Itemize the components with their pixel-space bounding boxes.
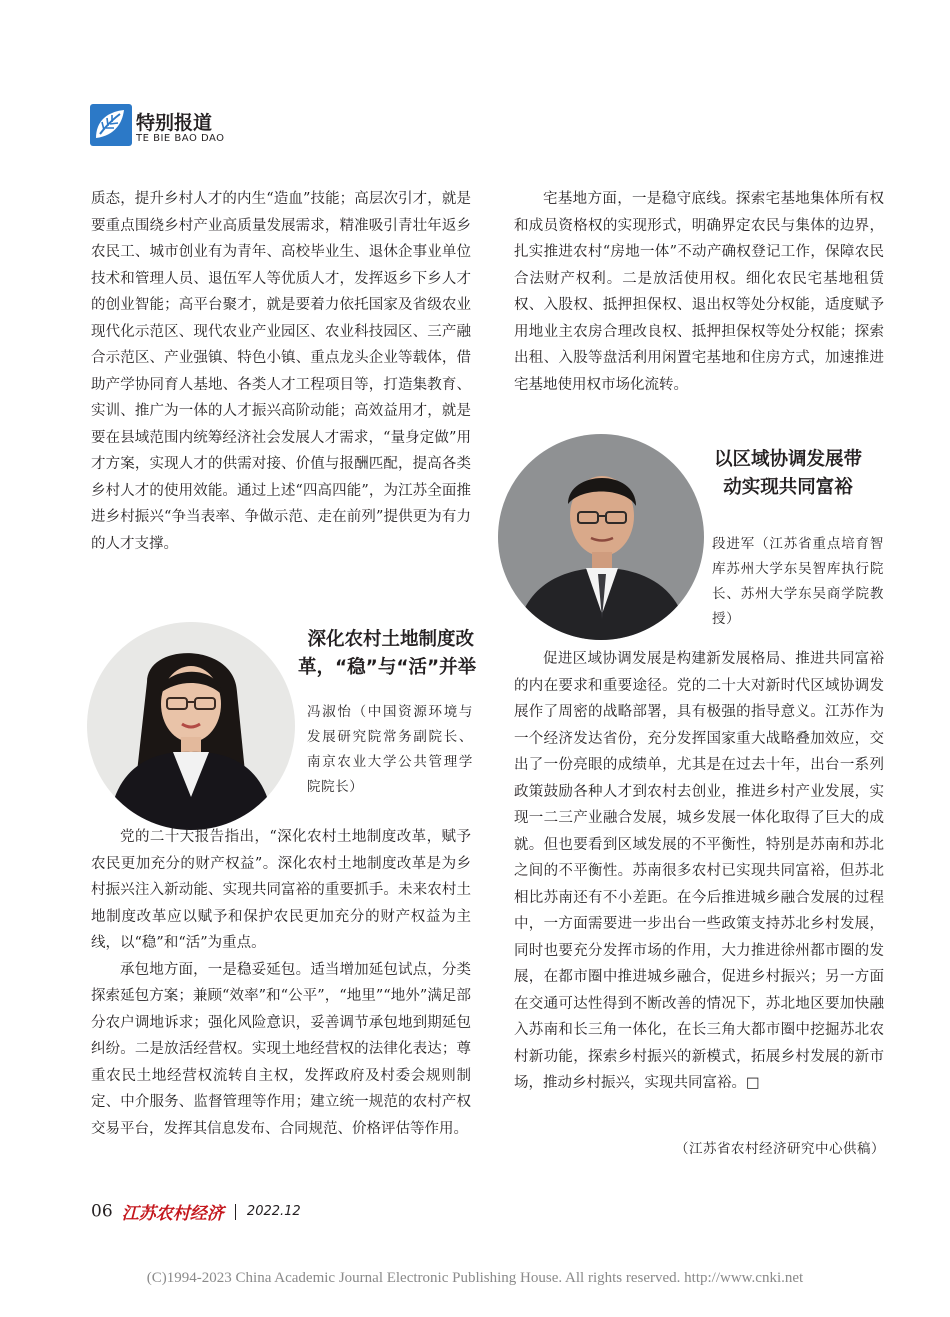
paragraph: 宅基地方面，一是稳守底线。探索宅基地集体所有权和成员资格权的实现形式，明确界定农民与集体的边界，扎实推进农村“房地一体”不动产确权登记工作，保障农民合法财产权利。二是放活使用权。细化农民宅基地租赁权、入股权、抵押担保权、退出权等处分权能，适度赋予用地业主农房合理改良权、抵押担保权等处分权能；探索出租、入股等盘活利用闲置宅基地和住房方式，加速推进宅基地使用权市场化流转。 [514, 191, 884, 393]
left-column-bottom [91, 824, 471, 1142]
paragraph: 质态，提升乡村人才的内生“造血”技能；高层次引才，就是要重点围绕乡村产业高质量发展需求，精准吸引青壮年返乡农民工、城市创业有为青年、高校毕业生、退休企事业单位技术和管理人员、退伍军人等优质人才，发挥返乡下乡人才的创业智能；高平台聚才，就是要着力依托国家及省级农业现代化示范区、现代农业产业园区、农业科技园区、三产融合示范区、产业强镇、特色小镇、重点龙头企业等载体，借助产学协同育人基地、各类人才工程项目等，打造集教育、实训、推广为一体的人才振兴高阶动能；高效益用才，就是要在县域范围内统筹经济社会发展人才需求，“量身定做”用才方案，实现人才的供需对接、价值与报酬匹配，提高各类乡村人才的使用效能。通过上述“四高四能”，为江苏全面推进乡村振兴“争当表率、争做示范、走在前列”提供更为有力的人才支撑。 [91, 191, 471, 552]
page-number: 06 [91, 1201, 113, 1222]
header-pinyin: TE BIE BAO DAO [136, 133, 225, 144]
section2-title [708, 446, 868, 502]
portrait-feng-shuyi [87, 622, 295, 830]
leaf-logo-icon [90, 104, 132, 146]
header-title: 特别报道 [136, 112, 213, 134]
copyright-notice: (C)1994-2023 China Academic Journal Electronic Publishing House. All rights reserved. http://www.cnki.net [146, 1270, 804, 1286]
section1-title [298, 626, 477, 682]
footer-divider [235, 1204, 236, 1220]
left-column-top [91, 186, 471, 557]
magazine-name: 江苏农村经济 [121, 1204, 224, 1224]
section2-title-line1: 以区域协调发展带 [713, 449, 862, 470]
issue-number: 2022.12 [246, 1204, 301, 1219]
section2-title-line2: 动实现共同富裕 [723, 477, 853, 498]
portrait-duan-jinjun [498, 434, 704, 640]
right-column-top [514, 186, 884, 398]
paragraph: 承包地方面，一是稳妥延包。适当增加延包试点，分类探索延包方案；兼顾“效率”和“公平”，“地里”“地外”满足部分农户调地诉求；强化风险意识，妥善调节承包地到期延包纠纷。二是放活经营权。实现土地经营权的法律化表达；尊重农民土地经营权流转自主权，发挥政府及村委会规则制定、中介服务、监督管理等作用；建立统一规范的农村产权交易平台，发挥其信息发布、合同规范、价格评估等作用。 [91, 961, 471, 1137]
page-footer [91, 1199, 301, 1223]
right-column-bottom [514, 646, 884, 1097]
source-credit: （江苏省农村经济研究中心供稿） [675, 1141, 885, 1157]
paragraph: 促进区域协调发展是构建新发展格局、推进共同富裕的内在要求和重要途径。党的二十大对新时代区域协调发展作了周密的战略部署，具有极强的指导意义。江苏作为一个经济发达省份，充分发挥国家重大战略叠加效应，交出了一份亮眼的成绩单，尤其是在过去十年，出台一系列政策鼓励各种人才到农村去创业，推进乡村产业发展，实现一二三产业融合发展，城乡发展一体化取得了巨大的成就。但也要看到区域发展的不平衡性，特别是苏南和苏北之间的不平衡性。苏南很多农村已实现共同富裕，但苏北相比苏南还有不小差距。在今后推进城乡融合发展的过程中，一方面需要进一步出台一些政策支持苏北乡村发展，同时也要充分发挥市场的作用，大力推进徐州都市圈的发展，在都市圈中推进城乡融合，促进乡村振兴；另一方面在交通可达性得到不断改善的情况下，苏北地区要加快融入苏南和长三角一体化，在长三角大都市圈中挖掘苏北农村新功能，探索乡村振兴的新模式，拓展乡村发展的新市场，推动乡村振兴，实现共同富裕。□ [514, 651, 884, 1091]
section1-byline: 冯淑怡（中国资源环境与发展研究院常务副院长、南京农业大学公共管理学院院长） [307, 704, 473, 795]
section1-title-line1: 深化农村土地制度改 [307, 629, 474, 650]
paragraph: 党的二十大报告指出，“深化农村土地制度改革，赋予农民更加充分的财产权益”。深化农村土地制度改革是为乡村振兴注入新动能、实现共同富裕的重要抓手。未来农村土地制度改革应以赋予和保护农民更加充分的财产权益为主线，以“稳”和“活”为重点。 [91, 829, 471, 951]
section1-title-line2: 革，“稳”与“活”并举 [298, 657, 477, 678]
section2-byline: 段进军（江苏省重点培育智库苏州大学东吴智库执行院长、苏州大学东吴商学院教授） [712, 536, 884, 627]
